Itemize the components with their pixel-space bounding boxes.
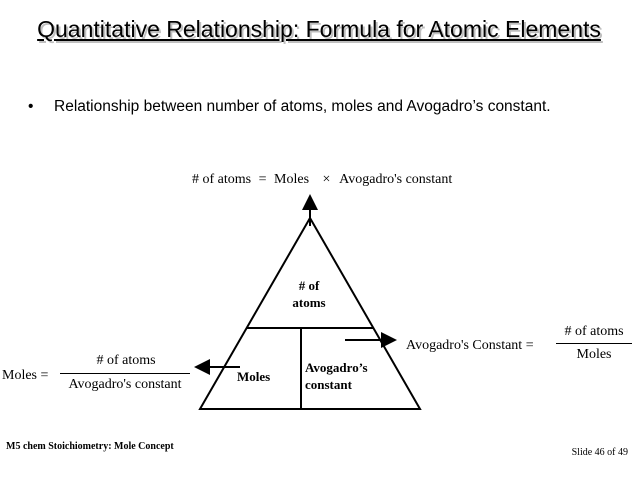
triangle-bottom-right-label: Avogadro’s constant [305, 360, 368, 392]
triangle-bottom-left-label: Moles [237, 369, 271, 384]
eq-moles: Moles [274, 172, 310, 187]
eq-equals: = [258, 172, 267, 187]
bullet-text: Relationship between number of atoms, moles and Avogadro’s constant. [54, 98, 551, 115]
bullet-icon: • [28, 98, 34, 115]
eq-atoms: # of atoms [192, 172, 252, 187]
moles-formula-label: Moles = [2, 368, 49, 383]
eq-constant: Avogadro's constant [339, 172, 453, 187]
avogadro-formula-numerator: # of atoms [564, 324, 624, 339]
avogadro-fraction-bar [556, 343, 632, 344]
avogadro-formula-label: Avogadro's Constant = [406, 338, 534, 353]
eq-times: × [322, 172, 331, 187]
slide-title: Quantitative Relationship: Formula for Atomic Elements [37, 16, 601, 42]
triangle-top-label: # of atoms [292, 278, 326, 310]
slide-number: Slide 46 of 49 [571, 447, 628, 458]
avogadro-formula-denominator: Moles [576, 347, 612, 362]
moles-formula-denominator: Avogadro's constant [68, 377, 182, 392]
course-footer: M5 chem Stoichiometry: Mole Concept [6, 441, 174, 452]
moles-fraction-bar [60, 373, 190, 374]
moles-formula-numerator: # of atoms [96, 353, 156, 368]
